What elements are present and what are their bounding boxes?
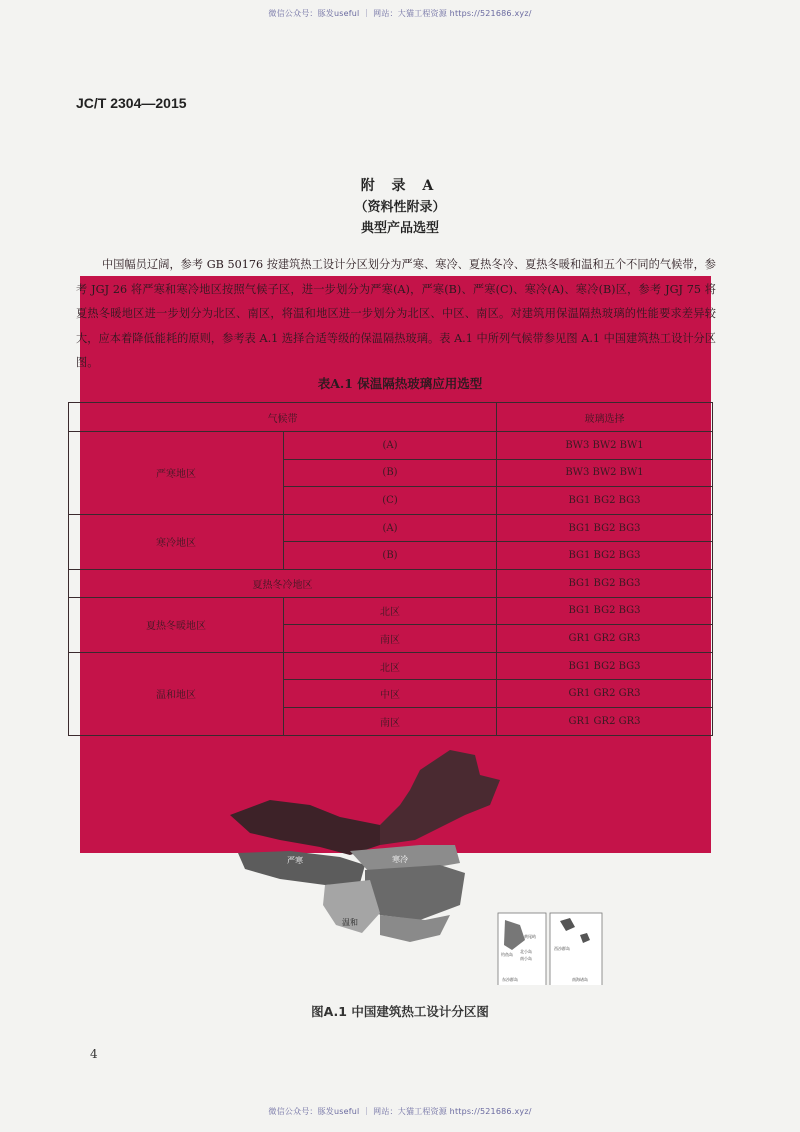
table-row [69, 514, 713, 542]
glass-choice: GR1 GR2 GR3 [497, 680, 713, 708]
glass-choice: GR1 GR2 GR3 [497, 707, 713, 735]
figure-caption: 图A.1 中国建筑热工设计分区图 [311, 1004, 489, 1019]
sub-zone: 北区 [284, 652, 497, 680]
appendix-title: 附 录 A [360, 178, 440, 194]
map-region-hot-summer [365, 865, 465, 920]
watermark-banner-top: 微信公众号：豚发useful ｜ 网站：大猫工程资源 https://521686.xyz/ [268, 9, 532, 18]
glass-choice: BW3 BW2 BW1 [497, 432, 713, 460]
sub-zone: 南区 [284, 625, 497, 653]
group-name: 温和地区 [69, 652, 284, 735]
map-label-severe-cold: 严寒 [287, 856, 303, 865]
group-name: 严寒地区 [69, 432, 284, 515]
appendix-heading: 典型产品选型 [360, 221, 439, 236]
glass-choice: BG1 BG2 BG3 [497, 597, 713, 625]
map-inset-label: 东沙群岛 [502, 977, 518, 982]
map-label-mild: 温和 [342, 918, 358, 927]
header-glass: 玻璃选择 [497, 403, 713, 432]
table-caption: 表A.1 保温隔热玻璃应用选型 [317, 376, 483, 391]
sub-zone: (A) [284, 514, 497, 542]
table-row [69, 652, 713, 680]
climate-zone-map [80, 745, 711, 985]
appendix-subtitle: （资料性附录） [354, 200, 446, 215]
intro-paragraph-text: 中国幅员辽阔，参考 GB 50176 按建筑热工设计分区划分为严寒、寒冷、夏热冬冷、夏热冬暖和温和五个不同的气候带，参考 JGJ 26 将严寒和寒冷地区按照气候子区，进一步划分为严寒(A)，严寒(B)、严寒(C)、寒冷(A)、寒冷(B)区，参考 JGJ 75 将夏热冬暖地区进一步划分为北区、南区，将温和地区进一步划分为北区、中区、南区。对建筑用保温隔热玻璃的性能要求差异较大，应本着降低能耗的原则，参考表 A.1 选择合适等级的保温隔热玻璃。表 A.1 中所列气候带参见图 A.1 中国建筑热工设计分区图。 [76, 258, 716, 369]
table-row [69, 432, 713, 460]
group-name: 寒冷地区 [69, 514, 284, 569]
glass-selection-table [68, 402, 713, 736]
map-inset-label: 黄尾屿 [524, 934, 536, 939]
sub-zone: 南区 [284, 707, 497, 735]
glass-choice: BW3 BW2 BW1 [497, 459, 713, 487]
sub-zone: (B) [284, 459, 497, 487]
header-climate: 气候带 [69, 403, 497, 432]
sub-zone: (A) [284, 432, 497, 460]
glass-choice: BG1 BG2 BG3 [497, 487, 713, 515]
glass-choice: BG1 BG2 BG3 [497, 542, 713, 570]
table-row [69, 569, 713, 597]
group-name: 夏热冬暖地区 [69, 597, 284, 652]
sub-zone: (B) [284, 542, 497, 570]
intro-paragraph [76, 253, 716, 376]
table-header-row [69, 403, 713, 432]
sub-zone: 北区 [284, 597, 497, 625]
document-code: JC/T 2304—2015 [76, 95, 187, 111]
map-region-south [380, 915, 450, 942]
map-inset-label: 南小岛 [520, 956, 532, 961]
page-number: 4 [90, 1047, 98, 1061]
map-inset-label: 钓鱼岛 [501, 952, 513, 957]
watermark-banner-bottom: 微信公众号：豚发useful ｜ 网站：大猫工程资源 https://521686.xyz/ [268, 1107, 532, 1116]
map-region-northeast [380, 750, 500, 845]
map-region-northwest [230, 800, 380, 855]
glass-choice: GR1 GR2 GR3 [497, 625, 713, 653]
map-inset-label: 西沙群岛 [554, 946, 570, 951]
sub-zone: 中区 [284, 680, 497, 708]
map-label-cold: 寒冷 [392, 855, 408, 864]
glass-choice: BG1 BG2 BG3 [497, 569, 713, 597]
glass-choice: BG1 BG2 BG3 [497, 652, 713, 680]
table-row [69, 597, 713, 625]
map-inset-label: 北小岛 [520, 949, 532, 954]
glass-choice: BG1 BG2 BG3 [497, 514, 713, 542]
group-name: 夏热冬冷地区 [69, 569, 497, 597]
map-inset-label: 南海诸岛 [572, 977, 588, 982]
sub-zone: (C) [284, 487, 497, 515]
